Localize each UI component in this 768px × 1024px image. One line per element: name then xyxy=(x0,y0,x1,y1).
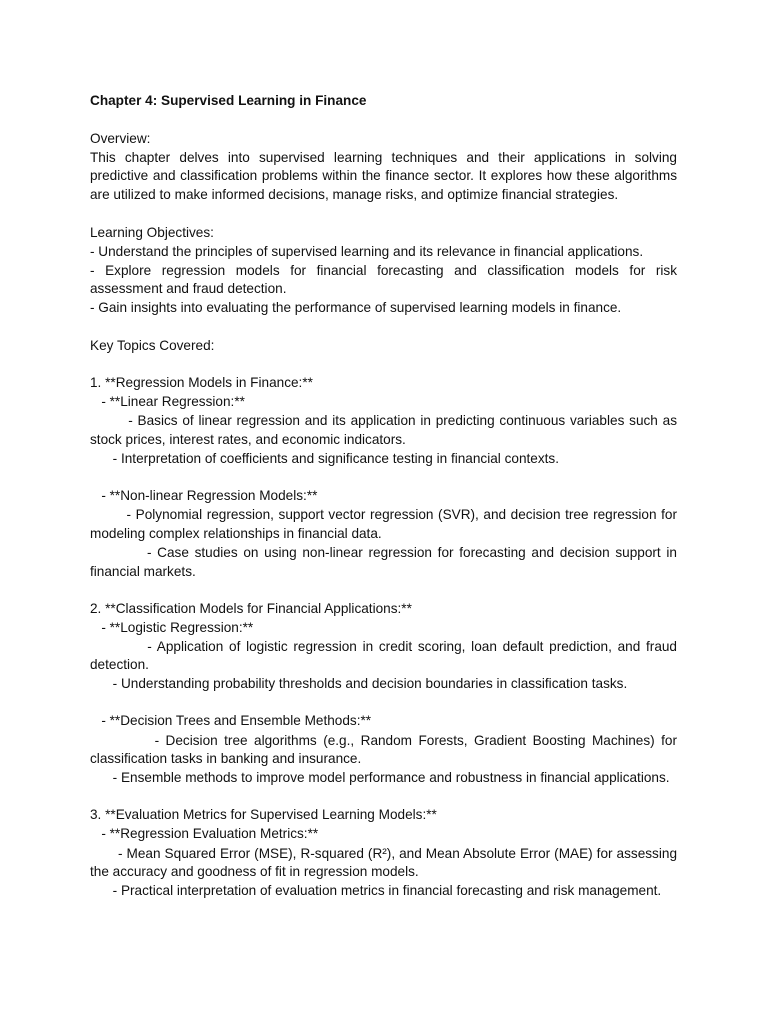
topic-line: - Practical interpretation of evaluation metrics in financial forecasting and risk management. xyxy=(90,883,662,898)
objective-line: assessment and fraud detection. xyxy=(90,281,287,296)
topic-line: - Polynomial regression, support vector regression (SVR), and decision tree regression for xyxy=(90,507,677,522)
topic-line: - Decision tree algorithms (e.g., Random Forests, Gradient Boosting Machines) for xyxy=(90,733,677,748)
overview-line: predictive and classification problems within the finance sector. It explores how these algorithms xyxy=(90,168,677,183)
overview-line: This chapter delves into supervised learning techniques and their applications in solving xyxy=(90,150,677,165)
topic-line: - Case studies on using non-linear regression for forecasting and decision support in xyxy=(90,545,677,560)
topic-line: - Basics of linear regression and its application in predicting continuous variables such as xyxy=(90,413,677,428)
topic-line: - Interpretation of coefficients and significance testing in financial contexts. xyxy=(90,451,559,466)
topic-line: 1. **Regression Models in Finance:** xyxy=(90,375,313,390)
topic-line: - Ensemble methods to improve model performance and robustness in financial applications. xyxy=(90,770,670,785)
topic-line: - **Linear Regression:** xyxy=(90,394,245,409)
overview-heading: Overview: xyxy=(90,131,151,146)
topic-line: 2. **Classification Models for Financial Applications:** xyxy=(90,601,412,616)
topic-line: 3. **Evaluation Metrics for Supervised Learning Models:** xyxy=(90,807,437,822)
topic-line: modeling complex relationships in financial data. xyxy=(90,526,382,541)
topic-line: classification tasks in banking and insurance. xyxy=(90,751,362,766)
topic-line: - Application of logistic regression in credit scoring, loan default prediction, and fraud xyxy=(90,639,677,654)
topic-line: - Mean Squared Error (MSE), R-squared (R²), and Mean Absolute Error (MAE) for assessing xyxy=(90,846,677,861)
topic-line: stock prices, interest rates, and economic indicators. xyxy=(90,432,406,447)
topic-line: the accuracy and goodness of fit in regression models. xyxy=(90,864,419,879)
topic-line: - **Logistic Regression:** xyxy=(90,620,254,635)
objectives-heading: Learning Objectives: xyxy=(90,225,214,240)
topic-line: - **Regression Evaluation Metrics:** xyxy=(90,826,319,841)
key-topics-heading: Key Topics Covered: xyxy=(90,338,215,353)
overview-line: are utilized to make informed decisions, manage risks, and optimize financial strategies. xyxy=(90,187,619,202)
topic-line: detection. xyxy=(90,657,149,672)
objective-line: - Understand the principles of supervised learning and its relevance in financial applications. xyxy=(90,244,644,259)
objective-line: - Gain insights into evaluating the performance of supervised learning models in finance. xyxy=(90,300,622,315)
objective-line: - Explore regression models for financial forecasting and classification models for risk xyxy=(90,263,677,278)
topic-line: - **Decision Trees and Ensemble Methods:** xyxy=(90,713,372,728)
topic-line: - Understanding probability thresholds and decision boundaries in classification tasks. xyxy=(90,676,628,691)
chapter-title: Chapter 4: Supervised Learning in Finance xyxy=(90,93,367,108)
topic-line: financial markets. xyxy=(90,564,196,579)
topic-line: - **Non-linear Regression Models:** xyxy=(90,488,318,503)
